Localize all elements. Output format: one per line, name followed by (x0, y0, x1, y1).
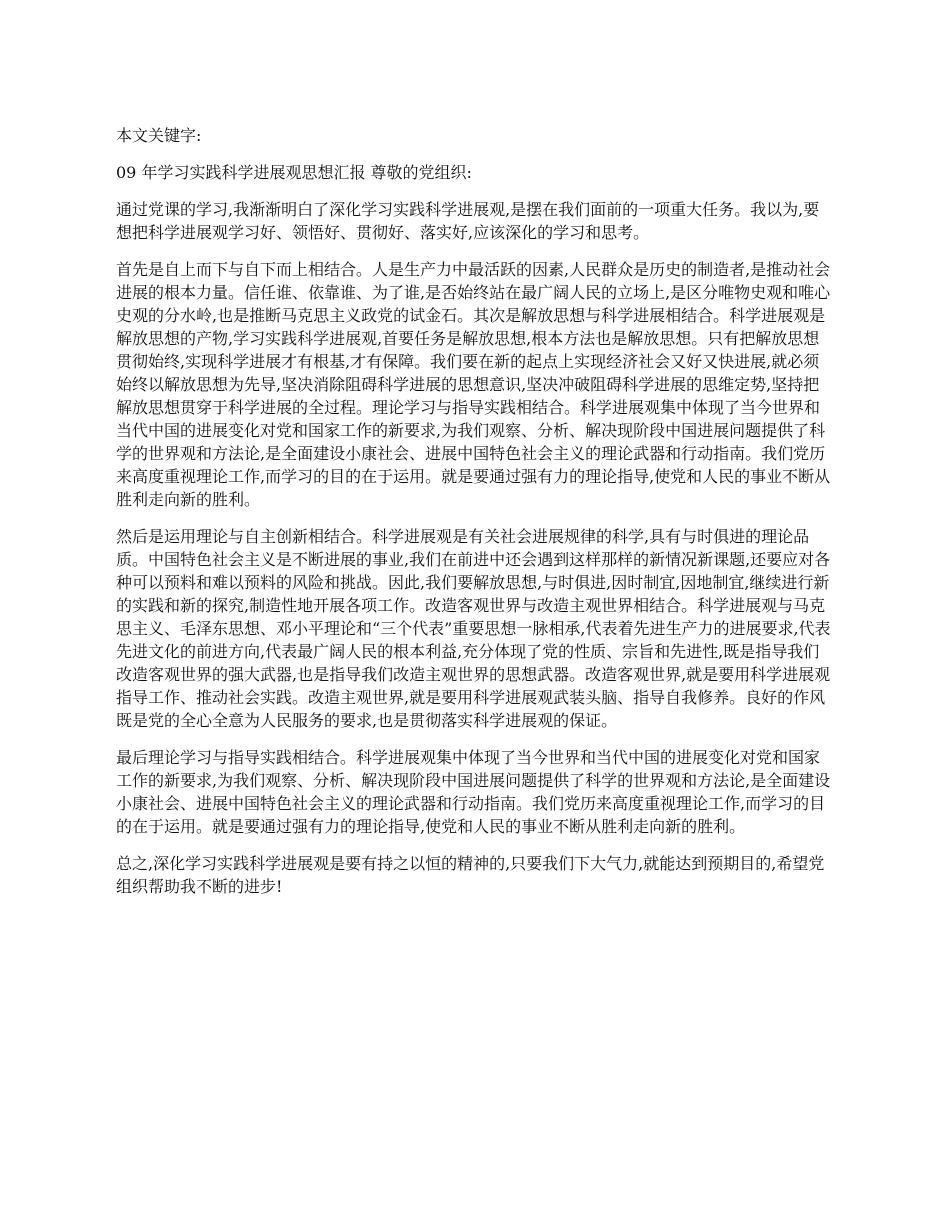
paragraph-first-point: 首先是自上而下与自下而上相结合。人是生产力中最活跃的因素,人民群众是历史的制造者,是推动社会进展的根本力量。信任谁、依靠谁、为了谁,是否始终站在最广阔人民的立场上,是区分唯物史观和唯心史观的分水岭,也是推断马克思主义政党的试金石。其次是解放思想与科学进展相结合。科学进展观是解放思想的产物,学习实践科学进展观,首要任务是解放思想,根本方法也是解放思想。只有把解放思想贯彻始终,实现科学进展才有根基,才有保障。我们要在新的起点上实现经济社会又好又快进展,就必须始终以解放思想为先导,坚决消除阻碍科学进展的思想意识,坚决冲破阻碍科学进展的思维定势,坚持把解放思想贯穿于科学进展的全过程。理论学习与指导实践相结合。科学进展观集中体现了当今世界和当代中国的进展变化对党和国家工作的新要求,为我们观察、分析、解决现阶段中国进展问题提供了科学的世界观和方法论,是全面建设小康社会、进展中国特色社会主义的理论武器和行动指南。我们党历来高度重视理论工作,而学习的目的在于运用。就是要通过强有力的理论指导,使党和人民的事业不断从胜利走向新的胜利。 (116, 260, 831, 509)
paragraph-intro: 通过党课的学习,我渐渐明白了深化学习实践科学进展观,是摆在我们面前的一项重大任务。我以为,要想把科学进展观学习好、领悟好、贯彻好、落实好,应该深化的学习和思考。 (116, 200, 820, 242)
paragraph-second-point: 然后是运用理论与自主创新相结合。科学进展观是有关社会进展规律的科学,具有与时俱进的理论品质。中国特色社会主义是不断进展的事业,我们在前进中还会遇到这样那样的新情况新课题,还要应对各种可以预料和难以预料的风险和挑战。因此,我们要解放思想,与时俱进,因时制宜,因地制宜,继续进行新的实践和新的探究,制造性地开展各项工作。改造客观世界与改造主观世界相结合。科学进展观与马克思主义、毛泽东思想、邓小平理论和“三个代表”重要思想一脉相承,代表着先进生产力的进展要求,代表先进文化的前进方向,代表最广阔人民的根本利益,充分体现了党的性质、宗旨和先进性,既是指导我们改造客观世界的强大武器,也是指导我们改造主观世界的思想武器。改造客观世界,就是要用科学进展观指导工作、推动社会实践。改造主观世界,就是要用科学进展观武装头脑、指导自我修养。良好的作风既是党的全心全意为人民服务的要求,也是贯彻落实科学进展观的保证。 (116, 527, 831, 730)
paragraph-conclusion: 总之,深化学习实践科学进展观是要有持之以恒的精神的,只要我们下大气力,就能达到预期目的,希望党组织帮助我不断的进步! (116, 854, 825, 896)
document-heading: 09 年学习实践科学进展观思想汇报 尊敬的党组织: (116, 163, 472, 182)
paragraph-third-point: 最后理论学习与指导实践相结合。科学进展观集中体现了当今世界和当代中国的进展变化对党和国家工作的新要求,为我们观察、分析、解决现阶段中国进展问题提供了科学的世界观和方法论,是全面建设小康社会、进展中国特色社会主义的理论武器和行动指南。我们党历来高度重视理论工作,而学习的目的在于运用。就是要通过强有力的理论指导,使党和人民的事业不断从胜利走向新的胜利。 (116, 748, 831, 836)
keywords-label: 本文关键字: (116, 126, 202, 145)
